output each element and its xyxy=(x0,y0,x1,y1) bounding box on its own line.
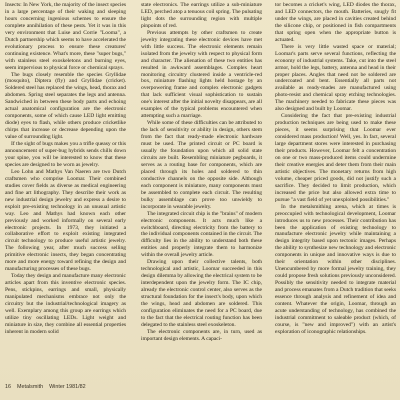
paragraph: Today they design and manufacture many electronic articles apart from this inventive electronic species. Pens, stickpins, earrings and small, physically manipulated mechanisms embrace not only the circuitry but the industrial/technological imagery as well. Exemplary among this group are earrings which utilize tiny oscillating LEDs. Light weight and miniature in size, they combine all essential properties inherent in modern solid xyxy=(5,273,126,335)
paragraph: While some of these difficulties can be attributed to the lack of sensitivity or ability in design, others stem from the fact that ready-made electronic hardware must be used. The printed circuit or PC board is usually the foundation upon which all solid state circuits are built. Resembling miniature pegboards, it serves as a routing base for components, which are placed through its holes and soldered to thin conductive channels on the opposite side. Although each component is miniature, many components must be assembled to complete each circuit. The resulting bulky assemblage can prove too unwieldy to incorporate in wearable jewelry. xyxy=(141,120,262,210)
paragraph: state electronics. The earrings utilize a sub-miniature LED, perched atop a tenuous coil spring. The pulsating light dots the surrounding region with multiple pinpoints of red. xyxy=(141,2,262,29)
paragraph: If the sight of bugs makes you a trifle queasy or this announcement of super-bug hybrids sends chills down your spine, you will be interested to know that these species are designed to be worn as jewelry. xyxy=(5,141,126,168)
paragraph: The integrated circuit chip is the "brains" of modern electronic components. It acts much like a switchboard, directing electricity from the battery to the individual components contained in the circuit. The difficulty lies in the ability to understand both these entities and properly integrate them to harmonize within the overall jewelry article. xyxy=(141,210,262,259)
page-number: 16 xyxy=(5,384,11,390)
issue-date: Winter 1981/82 xyxy=(49,384,86,390)
paragraph: Previous attempts by other craftsmen to create jewelry integrating these electronic devices have met with little success. The electronic elements remain isolated from the jewelry with respect to physical form and character. The alienation of these two entities has resulted in awkward assemblages. Complex heart monitoring circuitry clustered inside a ventricle-red box, miniature flashing lights held hostage by an overpowering frame and complex electronic gadgets that lack sufficient visual sophistication to sustain one's interest after the initial novelty disappears, are all examples of the typical problems encountered when attempting such a marriage. xyxy=(141,29,262,120)
paragraph: Drawing upon their collective talents, both technological and artistic, Loomar succeeded in this design dilemma by allowing the electrical system to be interdependent upon the jewelry form. The IC chip, already the electronic control center, also serves as the structural foundation for the insect's body, upon which the wings, head and abdomen are soldered. This configuration eliminates the need for a PC board, due to the fact that the electrical routing function has been delegated to the stainless steel exoskeleton. xyxy=(141,259,262,328)
paragraph: Insects: In New York, the majority of the insect species in a large percentage of their waking and sleeping hours concerning ingenious schemes to ensure the complete annihilation of these pests. Yet it was in this very environment that Luise and Corrie "Looma", a Dutch partnership which seems to have accelerated the evolutionary process to ensure these creatures' continuing existence. What's more, these "super bugs," with stainless steel exoskeletons and burning eyes, seem impervious to physical force or chemical sprays. xyxy=(5,2,126,71)
text-column-3 xyxy=(275,2,396,336)
page-footer xyxy=(5,384,92,390)
paragraph: In the metalsmithing arena, which at times is preoccupied with technological development, Loomar introduces us to new processes. Their contribution has been the application of existing technology to manufacture electronic jewelry while maintaining a design integrity based upon tectonic images. Perhaps the ability to synthesize new technology and electronic components in unique and innovative ways is due to their orientation within other disciplines. Unencumbered by more formal jewelry training, they could propose fresh solutions previously unconsidered. Possibly the sensitivity needed to integrate material and process emanates from a Dutch tradition that seeks essence through analysis and refinement of idea and content. Whatever the origin, Loomar, through an acute understanding of technology, has combined the industrial commitment to saleable product (which, of course, is "new and improved") with an artist's exploration of iconographic relationships. xyxy=(275,203,396,335)
paragraph: tor becomes a cricket's wing, LED diodes the thorax, and LED connectors, the mouth. Batteries, snugly fit under the wings, are placed in cavities created behind the silicone chip, or positioned in fish compartments that spring open when the appropriate button is actuated. xyxy=(275,2,396,43)
paragraph: Leo Lohn and Mathys Van Naeren are two Dutch craftsmen who comprise Loomar. Their combined studies cover fields as diverse as medical engineering and fine art lithography. They describe their work as new industrial design jewelry and express a desire to exploit pre-existing technology in an unusual artistic way. Leo and Mathys had known each other previously and worked informally on several early electronic projects. In 1973, they initiated a collaborative effort to exploit existing integrated circuit technology to produce useful artistic jewelry. The following year, after much success selling primitive electronic insects, they began concentrating more and more energy toward refining the design and manufacturing processes of these bugs. xyxy=(5,168,126,273)
text-column-2 xyxy=(141,2,262,343)
text-column-1 xyxy=(5,2,126,336)
paragraph: There is very little wasted space or material; Loomar's parts serve several functions, reflecting the economy of industrial systems. Take, cut into the steel armor, hold the legs, battery, antenna and head in their proper places. Angles that need not be soldered are undercoated and bent. Essentially all parts not available as ready-mades are manufactured using photo-resist and chemical spray etching technologies. The machinery needed to fabricate these pieces was also designed and built by Loomar. xyxy=(275,43,396,113)
publication-name: Metalsmith xyxy=(17,384,44,390)
paragraph: The electronic components are, in turn, used as important design elements. A capaci- xyxy=(141,328,262,342)
paragraph: Considering the fact that pre-existing industrial production techniques are being used to make these pieces, it seems surprising that Loomar ever considered mass production! Well, yes. In fact, several large department stores were interested in purchasing their products. However, Loomar felt a concentration on one or two mass-produced items could undermine their creative energies and deter them from their main artistic objectives. The monetary returns from high volume, cheaper priced goods, did not justify such a sacrifice. They decided to limit production, which increased the price but also allowed extra time to pursue "a vast field of yet unexploited possibilities." xyxy=(275,113,396,203)
paragraph: The bugs closely resemble the species Gryllidae (mosquito), Diptera (fly) and Gryllidae (cricket). Soldered steel has replaced the wings, head, thorax and abdomen. Spring steel separates the legs and antenna. Sandwiched in between these body parts and echoing actual anatomical configuration are the electronic components, some of which cause LED light emitting diode) eyes to flash, while others produce cricketlike chirps that increase or decrease depending upon the value of surrounding light. xyxy=(5,71,126,141)
